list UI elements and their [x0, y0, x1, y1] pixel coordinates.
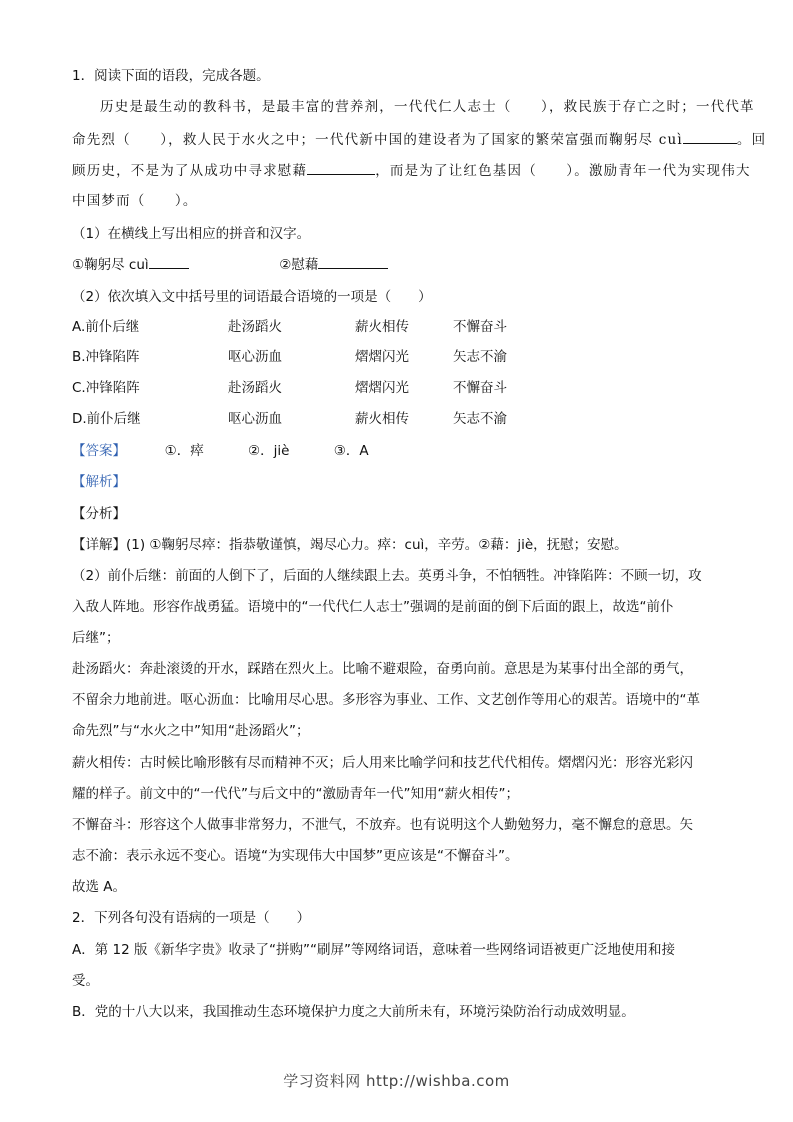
detail-line-2: （2）前仆后继：前面的人倒下了，后面的人继续跟上去。英勇斗争，不怕牺牲。冲锋陷阵：不顾一切，攻: [72, 568, 702, 584]
q2-option-b-line-1: B．党的十八大以来，我国推动生态环境保护力度之大前所未有，环境污染防治行动成效明显。: [72, 1004, 635, 1020]
footer-watermark: 学习资料网 http://wishba.com: [283, 1072, 510, 1090]
detail-line-10: 不懈奋斗：形容这个人做事非常努力，不泄气，不放弃。也有说明这个人勤勉努力，毫不懈怠的意思。矢: [72, 817, 693, 833]
detail-line-12: 故选 A。: [72, 879, 127, 895]
q1-passage-line-4: 中国梦而（ ）。: [72, 193, 198, 209]
detail-line-11: 志不渝：表示永远不变心。语境“为实现伟大中国梦”更应该是“不懈奋斗”。: [72, 848, 519, 864]
answer-1: ①．瘁: [164, 443, 204, 459]
detail-line-3: 入敌人阵地。形容作战勇猛。语境中的“一代代仁人志士”强调的是前面的倒下后面的跟上，故选“前仆: [72, 599, 674, 615]
blank-sub1-a: [149, 254, 189, 269]
answer-2: ②．jiè: [248, 443, 290, 459]
answer-line: [72, 441, 722, 461]
jiexi-label: 【解析】: [72, 474, 126, 490]
answer-label: 【答案】: [72, 443, 126, 459]
detail-line-4: 后继”；: [72, 630, 120, 646]
document-page: 1．阅读下面的语段，完成各题。 历史是最生动的教科书，是最丰富的营养剂，一代代仁人志士（ ），救民族于存亡之时；一代代革 命先烈（ ），救人民于水火之中；一代代新中国的建设者为了国家的繁荣富强而鞠躬尽 cuì 。回 顾历史，不是为了从成功中寻求慰藉 ，而是为了让红色基因（ ）。激励青年一代为实现伟大 中国梦而（ ）。 （1）在横线上写出相应的拼音和汉字。 ①鞠躬尽 cuì ②慰藉 （2）依次填入文中括号里的词语最合语境的一项是（ ） A.前仆后继 赴汤蹈火 薪火相传 不懈奋斗 B.冲锋陷阵 呕心沥血 熠熠闪光 矢志不渝 C.冲锋陷阵 赴汤蹈火 熠熠闪光 不懈奋斗 D.前仆后继 呕心沥血 薪火相传 矢志不渝 【答案】 ①．瘁 ②．jiè ③．A 【解析】 【分析】 【详解】(1) ①鞠躬尽瘁：指恭敬谨慎，竭尽心力。瘁：cuì，辛劳。②藉：jiè，抚慰；安慰。 （2）前仆后继：前面的人倒下了，后面的人继续跟上去。英勇斗争，不怕牺牲。冲锋陷阵：不顾一切，攻 入敌人阵地。形容作战勇猛。语境中的“一代代仁人志士”强调的是前面的倒下后面的跟上，故选“前仆 后继”； 赴汤蹈火：奔赴滚烫的开水，踩踏在烈火上。比喻不避艰险，奋勇向前。意思是为某事付出全部的勇气， 不留余力地前进。呕心沥血：比喻用尽心思。多形容为事业、工作、文艺创作等用心的艰苦。语境中的“革 命先烈”与“水火之中”知用“赴汤蹈火”； 薪火相传：古时候比喻形骸有尽而精神不灭；后人用来比喻学问和技艺代代相传。熠熠闪光：形容光彩闪 耀的样子。前文中的“一代代”与后文中的“激励青年一代”知用“薪火相传”； 不懈奋斗：形容这个人做事非常努力，不泄气，不放弃。也有说明这个人勤勉努力，毫不懈怠的意思。矢 志不渝：表示永远不变心。语境“为实现伟大中国梦”更应该是“不懈奋斗”。 故选 A。 2．下列各句没有语病的一项是（ ） A．第 12 版《新华字贵》收录了“拼购”“刷屏”等网络词语，意味着一些网络词语被更广泛地使用和接 受。 B．党的十八大以来，我国推动生态环境保护力度之大前所未有，环境污染防治行动成效明显。 学习资料网 http://wishba.com: [0, 0, 793, 1122]
detail-line-6: 不留余力地前进。呕心沥血：比喻用尽心思。多形容为事业、工作、文艺创作等用心的艰苦。语境中的“革: [72, 692, 700, 708]
blank-cui: [683, 129, 737, 144]
q2-option-a-line-2: 受。: [72, 973, 99, 989]
q1-sub2: （2）依次填入文中括号里的词语最合语境的一项是（ ）: [72, 289, 432, 305]
q2-title: 2．下列各句没有语病的一项是（ ）: [72, 910, 311, 926]
answer-3: ③．A: [333, 443, 369, 459]
q1-passage-line-3: 顾历史，不是为了从成功中寻求慰藉 ，而是为了让红色基因（ ）。激励青年一代为实现伟大: [72, 160, 722, 181]
detail-line-1: 【详解】(1) ①鞠躬尽瘁：指恭敬谨慎，竭尽心力。瘁：cuì，辛劳。②藉：jiè，抚慰；安慰。: [72, 537, 628, 553]
q1-passage-line-2: 命先烈（ ），救人民于水火之中；一代代新中国的建设者为了国家的繁荣富强而鞠躬尽 cuì 。回: [72, 129, 722, 150]
q1-sub1-items: ①鞠躬尽 cuì ②慰藉: [72, 254, 722, 275]
detail-line-9: 耀的样子。前文中的“一代代”与后文中的“激励青年一代”知用“薪火相传”；: [72, 786, 519, 802]
q1-sub1: （1）在横线上写出相应的拼音和汉字。: [72, 226, 311, 242]
detail-line-7: 命先烈”与“水火之中”知用“赴汤蹈火”；: [72, 723, 310, 739]
blank-sub1-b: [318, 254, 388, 269]
blank-jie: [307, 160, 375, 175]
fenxi-label: 【分析】: [72, 506, 126, 522]
q1-passage-line-1: 历史是最生动的教科书，是最丰富的营养剂，一代代仁人志士（ ），救民族于存亡之时；一代代革: [100, 99, 755, 115]
detail-line-8: 薪火相传：古时候比喻形骸有尽而精神不灭；后人用来比喻学问和技艺代代相传。熠熠闪光：形容光彩闪: [72, 755, 693, 771]
detail-line-5: 赴汤蹈火：奔赴滚烫的开水，踩踏在烈火上。比喻不避艰险，奋勇向前。意思是为某事付出全部的勇气，: [72, 661, 693, 677]
q1-title: 1．阅读下面的语段，完成各题。: [72, 68, 270, 84]
q2-option-a-line-1: A．第 12 版《新华字贵》收录了“拼购”“刷屏”等网络词语，意味着一些网络词语被更广泛地使用和接: [72, 942, 675, 958]
